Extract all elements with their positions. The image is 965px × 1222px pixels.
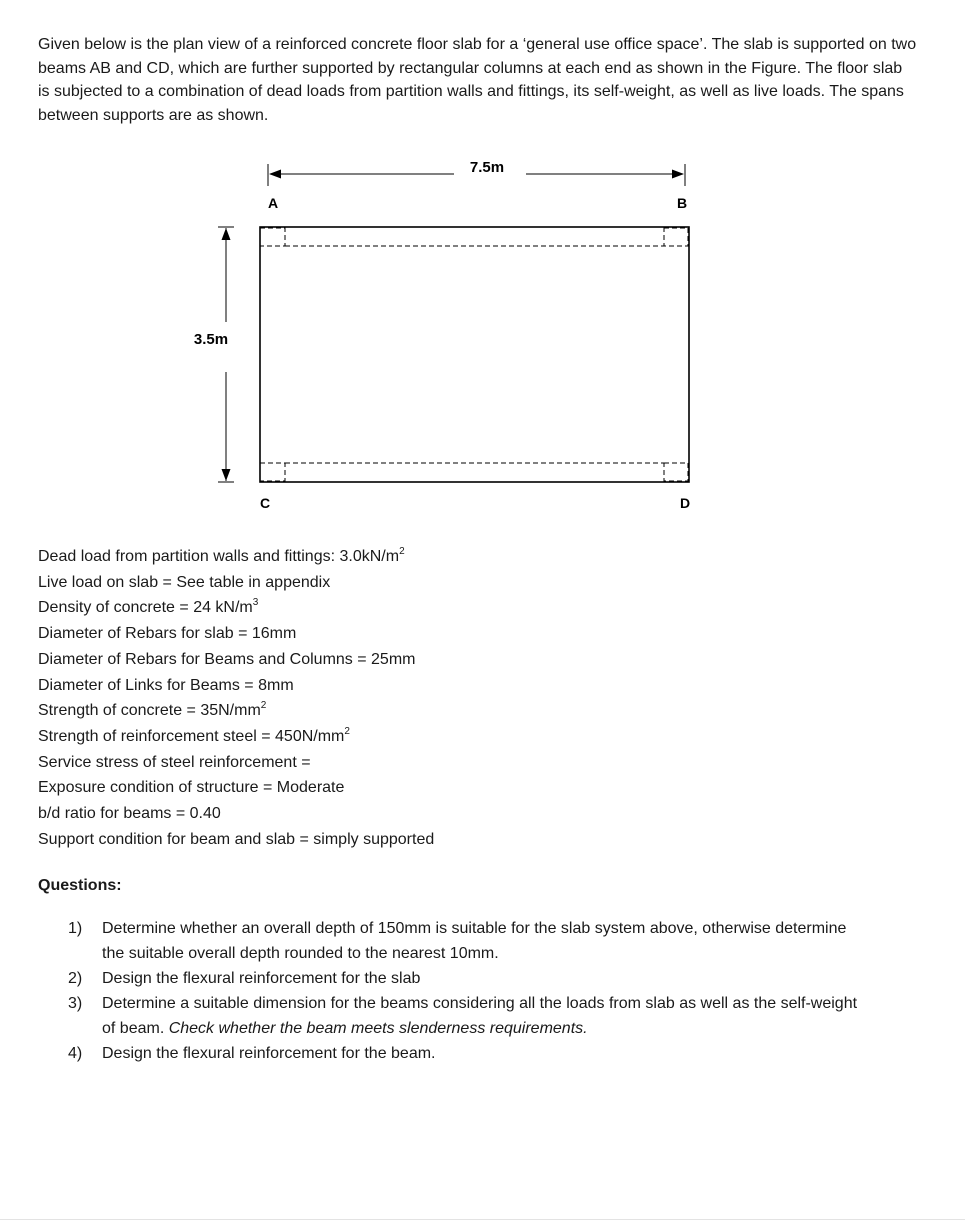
spec-rebar-slab: Diameter of Rebars for slab = 16mm [38,625,297,643]
column-a [260,228,285,246]
column-c [260,463,285,481]
spec-steel-strength: Strength of reinforcement steel = $450N/mm^2$ [38,725,350,745]
column-d [664,463,688,481]
spec-density-unit-exponent: 3 [252,597,259,609]
span-arrow-right-icon [672,170,684,179]
corner-label-c: C [259,495,271,511]
page-bottom-divider [0,1219,965,1220]
spec-service-stress: Service stress of steel reinforcement = [38,753,311,771]
column-b [664,228,688,246]
question-text: Determine a suitable dimension for the beams considering all the loads from slab as well as the self-weight of beam. [102,995,858,1037]
span-arrow-left-icon [269,170,281,179]
span-label: 7.5m [469,159,505,176]
spec-live-load: Live load on slab = See table in appendix [38,573,331,591]
spec-dead-load-unit-exponent: 2 [399,545,405,557]
spec-links: Diameter of Links for Beams = 8mm [38,676,294,694]
spec-dead-load: Dead load from partition walls and fittings: $3.0kN/m^2$ [38,545,405,565]
question-text-italic: Check whether the beam meets slenderness requirements. [168,1020,588,1037]
question-item [68,1041,868,1066]
slab-plan-figure [0,150,965,530]
width-arrow-down-icon [222,469,231,481]
question-number: 1) [68,920,83,937]
question-number: 3) [68,995,83,1012]
slab-outline [260,227,689,482]
question-item [68,916,868,966]
question-number: 2) [68,970,83,987]
spec-support: Support condition for beam and slab = simply supported [38,830,435,848]
corner-label-d: D [679,495,691,511]
width-arrow-up-icon [222,228,231,240]
questions-heading: Questions: [38,877,122,894]
spec-steel-strength-unit-exponent: 2 [344,725,350,737]
question-text: Design the flexural reinforcement for the beam. [102,1045,436,1062]
corner-label-b: B [676,195,688,211]
question-text-wrapper [102,991,868,1041]
spec-bd-ratio: b/d ratio for beams = 0.40 [38,805,221,823]
question-item [68,991,868,1041]
question-item [68,966,868,991]
width-label: 3.5m [193,331,229,348]
spec-concrete-strength-unit-exponent: 2 [260,699,267,711]
spec-exposure: Exposure condition of structure = Moderate [38,779,345,797]
spec-concrete-strength: Strength of concrete = $35N/mm^2$ [38,699,267,720]
questions-list [68,916,868,1066]
design-parameters-list [38,544,434,852]
question-text: Design the flexural reinforcement for the slab [102,970,421,987]
slab-plan-drawing [0,150,965,530]
spec-density: Density of concrete = 24 $kN/m^3$ [38,597,259,617]
question-number: 4) [68,1045,83,1062]
spec-rebar-beams: Diameter of Rebars for Beams and Columns = 25mm [38,650,416,668]
question-text: Determine whether an overall depth of 150mm is suitable for the slab system above, otherwise determine the suitable overall depth rounded to the nearest 10mm. [102,920,847,962]
intro-paragraph: Given below is the plan view of a reinforced concrete floor slab for a ‘general use office space’. The slab is supported on two beams AB and CD, which are further supported by rectangular columns at each end as shown in the Figure. The floor slab is subjected to a combination of dead loads from partition walls and fittings, its self-weight, as well as live loads. The spans between supports are as shown. [38,36,917,124]
corner-label-a: A [267,195,279,211]
